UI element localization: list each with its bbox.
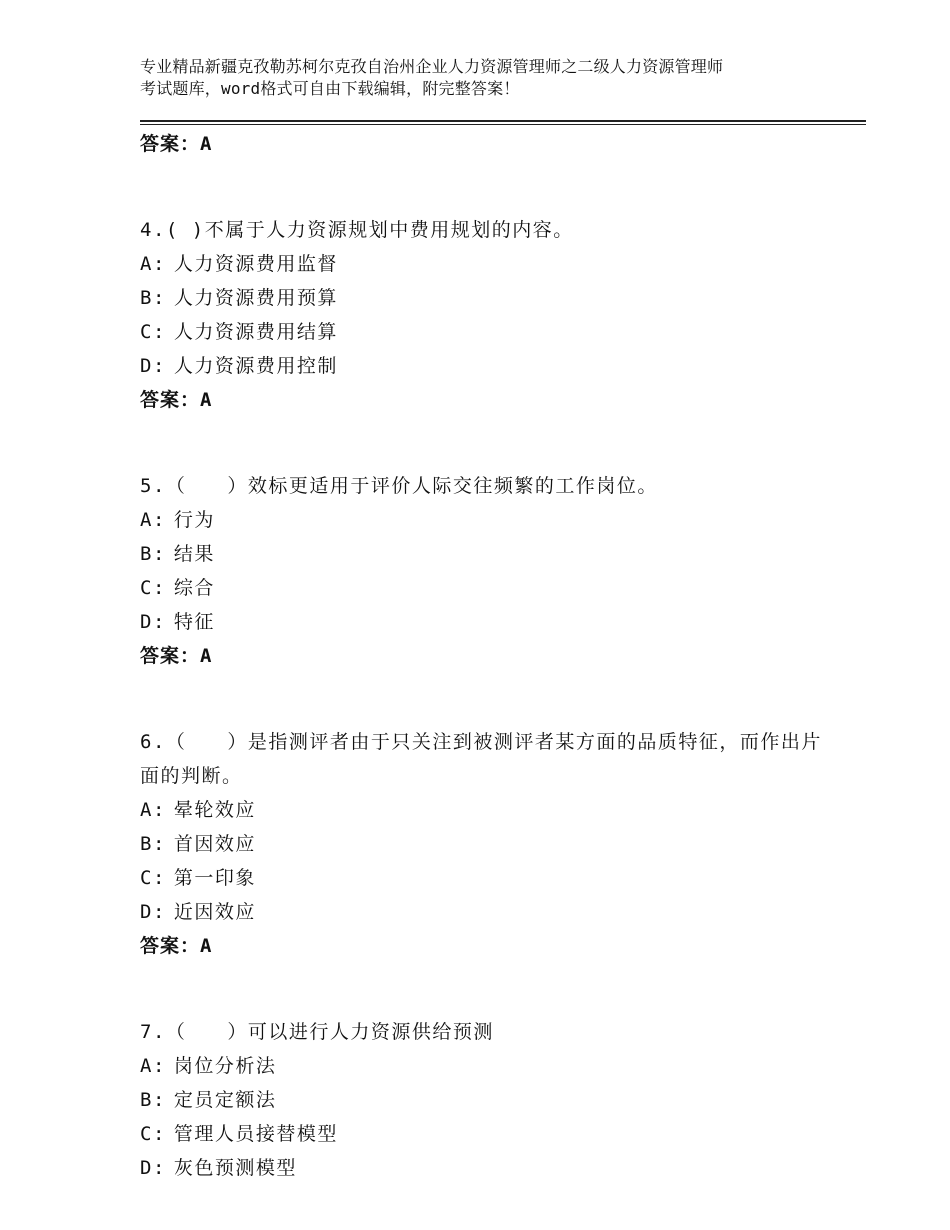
- option-text: 人力资源费用控制: [173, 355, 338, 377]
- answer-value: A: [200, 389, 213, 411]
- option-text: 特征: [173, 611, 215, 633]
- option-b: [140, 281, 840, 315]
- answer-line: [140, 131, 840, 157]
- option-c: [140, 571, 840, 605]
- option-text: 首因效应: [173, 833, 256, 855]
- answer-value: A: [200, 935, 213, 957]
- answer-line: [140, 387, 840, 413]
- option-a: [140, 247, 840, 281]
- answer-value: A: [200, 645, 213, 667]
- option-text: 定员定额法: [173, 1089, 277, 1111]
- question-text: 7.（ ）可以进行人力资源供给预测: [140, 1021, 494, 1043]
- option-text: 综合: [173, 577, 215, 599]
- header-line-1: 专业精品新疆克孜勒苏柯尔克孜自治州企业人力资源管理师之二级人力资源管理师: [140, 57, 724, 76]
- option-key: C:: [140, 1123, 166, 1145]
- option-key: C:: [140, 867, 166, 889]
- answer-label: 答案：: [140, 389, 201, 411]
- option-key: A:: [140, 509, 166, 531]
- answer-label: 答案：: [140, 133, 201, 155]
- question-6: [140, 725, 840, 959]
- option-key: B:: [140, 1089, 166, 1111]
- option-text: 灰色预测模型: [173, 1157, 297, 1179]
- page-header: [140, 56, 840, 100]
- header-divider: [140, 120, 866, 125]
- option-text: 人力资源费用预算: [173, 287, 338, 309]
- option-text: 人力资源费用监督: [173, 253, 338, 275]
- header-divider-thick: [140, 120, 866, 122]
- option-text: 行为: [173, 509, 215, 531]
- question-5: [140, 469, 840, 669]
- option-a: [140, 793, 840, 827]
- option-d: [140, 349, 840, 383]
- option-text: 岗位分析法: [173, 1055, 277, 1077]
- option-a: [140, 1049, 840, 1083]
- option-d: [140, 1151, 840, 1185]
- answer-label: 答案：: [140, 645, 201, 667]
- option-key: B:: [140, 287, 166, 309]
- option-d: [140, 605, 840, 639]
- option-text: 近因效应: [173, 901, 256, 923]
- question-list: [140, 131, 840, 1185]
- option-b: [140, 537, 840, 571]
- question-4: [140, 213, 840, 413]
- option-text: 结果: [173, 543, 215, 565]
- option-d: [140, 895, 840, 929]
- option-a: [140, 503, 840, 537]
- option-key: C:: [140, 321, 166, 343]
- option-b: [140, 827, 840, 861]
- option-key: A:: [140, 253, 166, 275]
- question-text: 6.（ ）是指测评者由于只关注到被测评者某方面的品质特征，而作出片面的判断。: [140, 731, 822, 787]
- option-key: D:: [140, 611, 166, 633]
- answer-line: [140, 933, 840, 959]
- option-key: C:: [140, 577, 166, 599]
- option-text: 管理人员接替模型: [173, 1123, 338, 1145]
- header-divider-thin: [140, 124, 866, 125]
- option-key: D:: [140, 355, 166, 377]
- option-c: [140, 315, 840, 349]
- answer-value: A: [200, 133, 213, 155]
- header-line-2: 考试题库，word格式可自由下载编辑，附完整答案！: [140, 79, 520, 98]
- option-b: [140, 1083, 840, 1117]
- answer-label: 答案：: [140, 935, 201, 957]
- option-key: D:: [140, 901, 166, 923]
- question-text: 5.（ ）效标更适用于评价人际交往频繁的工作岗位。: [140, 475, 658, 497]
- option-key: D:: [140, 1157, 166, 1179]
- option-text: 人力资源费用结算: [173, 321, 338, 343]
- question-text: 4.( )不属于人力资源规划中费用规划的内容。: [140, 219, 574, 241]
- option-key: A:: [140, 799, 166, 821]
- option-c: [140, 1117, 840, 1151]
- option-key: A:: [140, 1055, 166, 1077]
- option-key: B:: [140, 833, 166, 855]
- option-c: [140, 861, 840, 895]
- option-text: 晕轮效应: [173, 799, 256, 821]
- option-key: B:: [140, 543, 166, 565]
- question-7: [140, 1015, 840, 1185]
- option-text: 第一印象: [173, 867, 256, 889]
- answer-line: [140, 643, 840, 669]
